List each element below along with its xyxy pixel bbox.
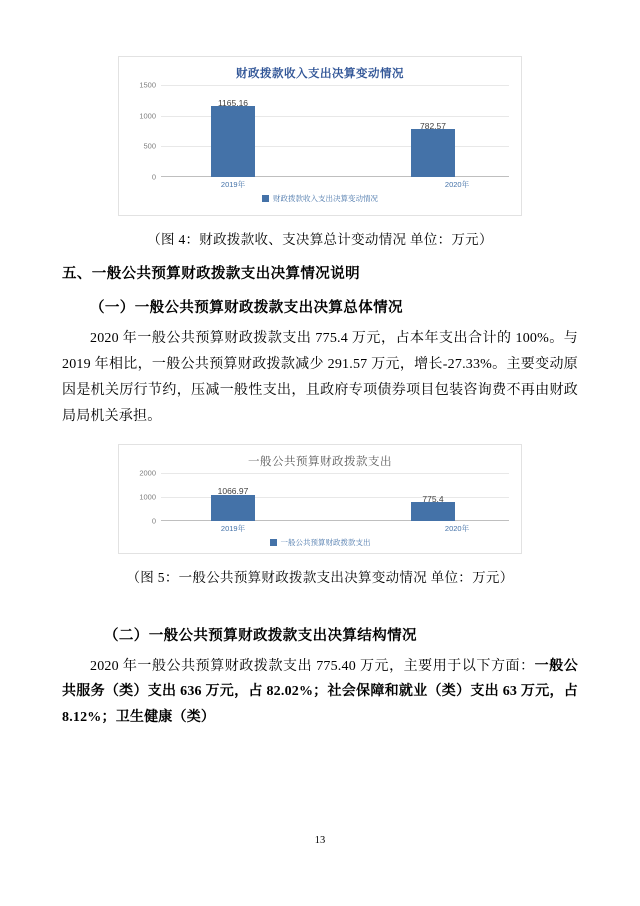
chart-5-legend [119, 537, 521, 548]
paragraph-two-lead: 2020 年一般公共预算财政拨款支出 775.40 万元，主要用于以下方面： [90, 658, 535, 674]
chart-figure-4 [118, 56, 522, 216]
chart-4-y-axis [129, 80, 159, 182]
bar-value-2019: 1066.97 [217, 486, 249, 497]
bar-category-2020: 2020年 [444, 180, 470, 189]
y-tick-2000: 2000 [139, 468, 156, 478]
chart-4-legend [119, 193, 521, 204]
legend-swatch-icon [270, 539, 277, 546]
chart-plot-4 [129, 80, 511, 189]
chart-title-5: 一般公共预算财政拨款支出 [248, 455, 392, 468]
page-number: 13 [314, 835, 326, 846]
bar-category-2019: 2019年 [220, 523, 246, 533]
chart-5-grid [161, 473, 509, 533]
paragraph-one: 2020 年一般公共预算财政拨款支出 775.4 万元，占本年支出合计的 100%。与 2019 年相比，一般公共预算财政拨款减少 291.57 万元，增长-27.33%。主要变动原因是机关厉行节约，压减一般性支出，且政府专项债券项目包装咨询费不再由财政局局机关承担。 [62, 331, 578, 424]
subsection-heading-two: （二）一般公共预算财政拨款支出决算结构情况 [104, 627, 417, 644]
chart-5-y-axis [129, 468, 159, 526]
bar-value-2020: 775.4 [422, 493, 444, 504]
gridline [161, 85, 509, 86]
bar-2020 [411, 129, 455, 177]
figure-4-caption: （图 4：财政拨款收、支决算总计变动情况 单位：万元） [147, 232, 493, 247]
y-tick-1000: 1000 [139, 111, 156, 121]
legend-label: 一般公共预算财政拨款支出 [280, 537, 371, 547]
legend-swatch-icon [262, 195, 269, 202]
bar-2020 [411, 502, 455, 521]
y-tick-0: 0 [151, 516, 156, 526]
y-tick-500: 500 [143, 141, 156, 151]
bar-2019 [211, 495, 255, 521]
chart-plot-5 [129, 468, 511, 533]
bar-category-2019: 2019年 [220, 180, 246, 189]
paragraph-two-bold: 一般公共服务（类）支出 636 万元，占 82.02%；社会保障和就业（类）支出 63 万元，占 8.12%；卫生健康（类） [62, 658, 578, 726]
subsection-heading-one: （一）一般公共预算财政拨款支出决算总体情况 [90, 300, 403, 316]
bar-value-2020: 782.57 [420, 120, 446, 131]
legend-label: 财政拨款收入支出决算变动情况 [273, 194, 378, 203]
chart-figure-5 [118, 444, 522, 554]
y-tick-0: 0 [151, 172, 156, 182]
y-tick-1500: 1500 [139, 80, 156, 90]
gridline [161, 473, 509, 474]
y-tick-1000: 1000 [139, 492, 156, 502]
paragraph-two [62, 654, 578, 732]
section-heading-five: 五、一般公共预算财政拨款支出决算情况说明 [62, 266, 360, 282]
figure-5-caption: （图 5：一般公共预算财政拨款支出决算变动情况 单位：万元） [126, 569, 514, 585]
chart-4-grid [161, 85, 509, 189]
page-content [62, 56, 578, 731]
bar-2019 [211, 106, 255, 177]
bar-value-2019: 1165.16 [217, 97, 249, 108]
bar-category-2020: 2020年 [444, 523, 470, 533]
chart-title-4: 财政拨款收入支出决算变动情况 [236, 68, 404, 80]
